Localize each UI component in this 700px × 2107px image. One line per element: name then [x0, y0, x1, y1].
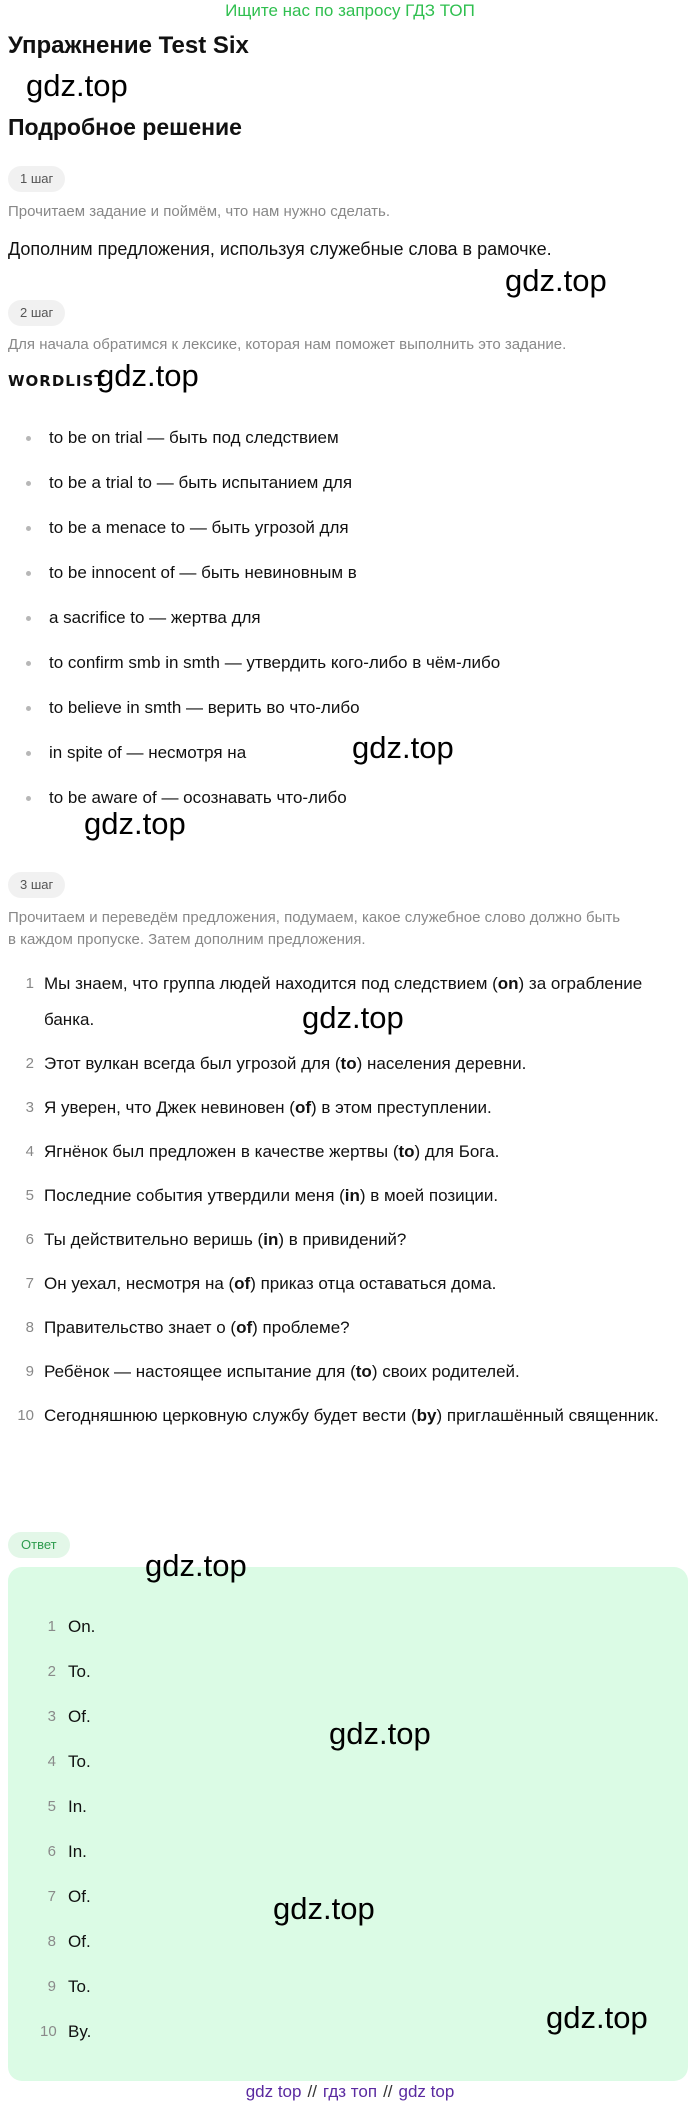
answer-number: 9 — [47, 1978, 56, 1995]
wordlist-item: to be on trial — быть под следствием — [26, 415, 666, 460]
answer-item — [40, 1604, 95, 1649]
sentence-text: Этот вулкан всегда был угрозой для ( — [44, 1054, 341, 1073]
answer-number: 2 — [47, 1663, 56, 1680]
sentence-item — [8, 1134, 688, 1170]
sentence-number: 6 — [25, 1231, 34, 1248]
section-subtitle: Подробное решение — [8, 114, 242, 140]
answer-item — [40, 1649, 95, 1694]
answer-value: Of. — [68, 1932, 91, 1951]
step-3-hint-line: Прочитаем и переведём предложения, подумаем, какое служебное слово должно быть — [8, 909, 621, 926]
answer-item — [40, 1784, 95, 1829]
sentence-text: Я уверен, что Джек невиновен ( — [44, 1098, 295, 1117]
wordlist-item: to be innocent of — быть невиновным в — [26, 550, 666, 595]
answer-number: 5 — [47, 1798, 56, 1815]
sentence-item — [8, 1090, 688, 1126]
step-1-hint: Прочитаем задание и поймём, что нам нужно сделать. — [8, 203, 391, 220]
sentence-text: Мы знаем, что группа людей находится под следствием ( — [44, 974, 498, 993]
sentence-item — [8, 1178, 688, 1214]
watermark: gdz.top — [352, 730, 454, 765]
sentence-number: 9 — [25, 1363, 34, 1380]
wordlist-item: to be a menace to — быть угрозой для — [26, 505, 666, 550]
step-1-badge: 1 шаг — [8, 166, 65, 192]
footer-links — [0, 2080, 700, 2104]
answer-item — [40, 1919, 95, 1964]
wordlist-item: to confirm smb in smth — утвердить кого-либо в чём-либо — [26, 640, 666, 685]
sentence-text: Ребёнок — настоящее испытание для ( — [44, 1362, 356, 1381]
sentence-text: ) приглашённый священник. — [436, 1406, 659, 1425]
step-3-hint-line: в каждом пропуске. Затем дополним предложения. — [8, 931, 366, 948]
wordlist-label: WORDLIST — [8, 372, 106, 390]
sentence-item — [8, 1310, 688, 1346]
sentence-text: ) за ограбление банка. — [44, 974, 643, 1029]
step-3-hint — [8, 907, 698, 951]
sentence-number: 10 — [17, 1407, 34, 1424]
sentence-number: 3 — [25, 1099, 34, 1116]
sentence-text: ) приказ отца оставаться дома. — [250, 1274, 497, 1293]
sentence-text: ) в моей позиции. — [359, 1186, 499, 1205]
answer-word: to — [355, 1362, 372, 1381]
answer-word: to — [398, 1142, 415, 1161]
answer-value: To. — [68, 1662, 91, 1681]
watermark: gdz.top — [26, 68, 128, 103]
sentence-item — [8, 1354, 688, 1390]
answer-item — [40, 1964, 95, 2009]
sentence-item — [8, 1222, 688, 1258]
answer-word: of — [236, 1318, 253, 1337]
sentence-text: ) проблеме? — [252, 1318, 350, 1337]
sentence-text: Ты действительно веришь ( — [44, 1230, 264, 1249]
step-2-hint: Для начала обратимся к лексике, которая нам поможет выполнить это задание. — [8, 336, 567, 353]
answer-word: of — [294, 1098, 311, 1117]
sentence-item — [8, 1046, 688, 1082]
wordlist-item: to be aware of — осознавать что-либо — [26, 775, 666, 820]
answer-number: 7 — [47, 1888, 56, 1905]
sentence-text: Последние события утвердили меня ( — [44, 1186, 345, 1205]
watermark: gdz.top — [273, 1891, 375, 1926]
sentence-text: ) для Бога. — [414, 1142, 500, 1161]
watermark: gdz.top — [302, 1000, 404, 1035]
answer-value: In. — [68, 1842, 87, 1861]
watermark: gdz.top — [97, 358, 199, 393]
footer-separator: // — [383, 2082, 393, 2101]
wordlist — [26, 415, 666, 820]
answer-value: By. — [68, 2022, 92, 2041]
watermark: gdz.top — [145, 1548, 247, 1583]
wordlist-item: in spite of — несмотря на — [26, 730, 666, 775]
sentence-number: 1 — [25, 975, 34, 992]
answer-value: Of. — [68, 1887, 91, 1906]
answer-value: In. — [68, 1797, 87, 1816]
answer-word: to — [340, 1054, 357, 1073]
answer-value: To. — [68, 1977, 91, 1996]
answer-number: 4 — [47, 1753, 56, 1770]
answer-number: 8 — [47, 1933, 56, 1950]
sentence-text: Сегодняшнюю церковную службу будет вести ( — [44, 1406, 417, 1425]
answer-word: on — [497, 974, 519, 993]
footer-link[interactable]: гдз топ — [322, 2082, 378, 2101]
answer-item — [40, 1739, 95, 1784]
watermark: gdz.top — [505, 263, 607, 298]
sentence-text: ) в этом преступлении. — [311, 1098, 492, 1117]
step-1-text: Дополним предложения, используя служебные слова в рамочке. — [8, 239, 552, 259]
sentence-text: ) населения деревни. — [356, 1054, 527, 1073]
watermark: gdz.top — [546, 2000, 648, 2035]
answer-value: To. — [68, 1752, 91, 1771]
wordlist-item: to be a trial to — быть испытанием для — [26, 460, 666, 505]
answer-value: On. — [68, 1617, 96, 1636]
answer-value: Of. — [68, 1707, 91, 1726]
answer-item — [40, 1694, 95, 1739]
answer-word: of — [234, 1274, 251, 1293]
sentence-text: ) в привидений? — [278, 1230, 407, 1249]
page-title: Упражнение Test Six — [8, 32, 249, 59]
answer-number: 1 — [47, 1618, 56, 1635]
answer-number: 3 — [47, 1708, 56, 1725]
sentence-number: 2 — [25, 1055, 34, 1072]
footer-link[interactable]: gdz top — [398, 2082, 455, 2101]
sentence-number: 8 — [25, 1319, 34, 1336]
sentence-number: 5 — [25, 1187, 34, 1204]
answer-word: in — [344, 1186, 360, 1205]
sentence-number: 7 — [25, 1275, 34, 1292]
answer-list — [40, 1604, 95, 2054]
watermark: gdz.top — [329, 1716, 431, 1751]
sentence-text: ) своих родителей. — [371, 1362, 520, 1381]
answer-item — [40, 1874, 95, 1919]
footer-separator: // — [307, 2082, 317, 2101]
sentence-list — [8, 966, 688, 1442]
search-banner: Ищите нас по запросу ГДЗ ТОП — [225, 1, 475, 20]
answer-number: 6 — [47, 1843, 56, 1860]
answer-badge: Ответ — [8, 1532, 70, 1558]
answer-item — [40, 1829, 95, 1874]
wordlist-item: a sacrifice to — жертва для — [26, 595, 666, 640]
sentence-item — [8, 1398, 688, 1434]
footer-link[interactable]: gdz top — [245, 2082, 302, 2101]
sentence-text: Ягнёнок был предложен в качестве жертвы ( — [44, 1142, 399, 1161]
sentence-text: Правительство знает о ( — [44, 1318, 237, 1337]
wordlist-item: to believe in smth — верить во что-либо — [26, 685, 666, 730]
watermark: gdz.top — [84, 806, 186, 841]
answer-number: 10 — [40, 2023, 57, 2040]
step-2-badge: 2 шаг — [8, 300, 65, 326]
step-3-badge: 3 шаг — [8, 872, 65, 898]
sentence-text: Он уехал, несмотря на ( — [44, 1274, 235, 1293]
answer-item — [40, 2009, 95, 2054]
sentence-item — [8, 1266, 688, 1302]
answer-word: by — [416, 1406, 437, 1425]
sentence-number: 4 — [25, 1143, 34, 1160]
answer-word: in — [263, 1230, 279, 1249]
